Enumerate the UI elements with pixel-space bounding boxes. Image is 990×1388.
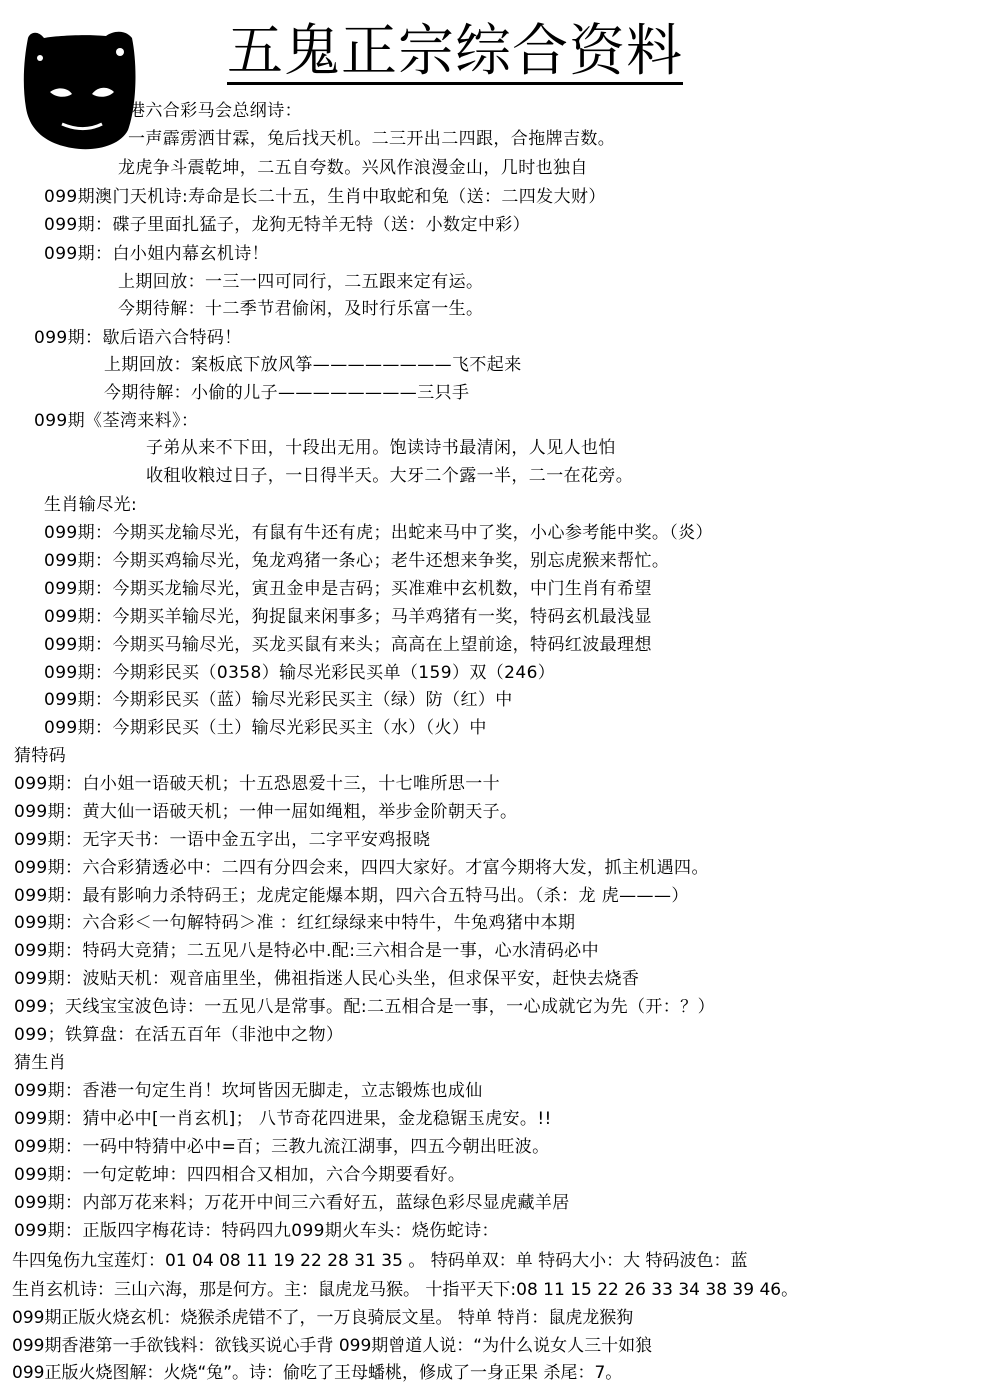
shengxiao-line: 099期：今期彩民买（0358）输尽光彩民买单（159）双（246）: [44, 663, 556, 683]
shengxiao-line: 099期：今期买龙输尽光，寅丑金申是吉码；买准难中玄机数，中门生肖有希望: [44, 579, 652, 599]
quanwan-heading: 099期《荃湾来料》：: [34, 411, 199, 431]
xiehou-heading: 099期：歇后语六合特码！: [34, 328, 242, 348]
guess-zodiac-heading: 猜生肖: [14, 1053, 67, 1073]
shengxiao-line: 099期：今期买马输尽光，买龙买鼠有来头；高高在上望前途，特码红波最理想: [44, 635, 652, 655]
plate-tip: 099期：碟子里面扎猛子，龙狗无特羊无特（送：小数定中彩）: [44, 215, 531, 235]
guess-special-line: 099期：六合彩＜一句解特码＞准 ：红红绿绿来中特牛，牛兔鸡猪中本期: [14, 913, 576, 933]
shengxiao-heading: 生肖输尽光:: [44, 495, 138, 515]
poem-line: 龙虎争斗震乾坤，二五自夸数。兴风作浪漫金山，几时也独自: [118, 158, 588, 178]
guess-special-line: 099期：波贴天机：观音庙里坐，佛祖指迷人民心头坐，但求保平安，赶快去烧香: [14, 969, 640, 989]
bai-heading: 099期：白小姐内幕玄机诗！: [44, 244, 270, 264]
quanwan-line: 子弟从来不下田，十段出无用。饱读诗书最清闲，人见人也怕: [146, 438, 616, 458]
guess-zodiac-line: 099期：正版四字梅花诗：特码四九099期火车头：烧伤蛇诗：: [14, 1221, 499, 1241]
guess-special-line: 099期：特码大竞猜；二五见八是特必中.配:三六相合是一事，心水清码必中: [14, 941, 599, 961]
guess-special-line: 099期：六合彩猜透必中：二四有分四会来，四四大家好。才富今期将大发，抓主机遇四。: [14, 858, 709, 878]
ghost-mask-logo: [22, 28, 138, 152]
bai-now: 今期待解：十二季节君偷闲，及时行乐富一生。: [118, 299, 484, 319]
xiehou-prev: 上期回放：案板底下放风筝————————飞不起来: [104, 355, 522, 375]
guess-zodiac-line: 099期：一句定乾坤：四四相合又相加，六合今期要看好。: [14, 1165, 466, 1185]
page-title-wrap: [200, 19, 710, 88]
poem-line: 一声霹雳洒甘霖，兔后找天机。二三开出二四跟，合拖牌吉数。: [128, 129, 616, 149]
tail-line: 099正版火烧图解：火烧“兔”。诗：偷吃了王母蟠桃，修成了一身正果 杀尾：7。: [12, 1363, 623, 1383]
page-title: 五鬼正宗综合资料: [227, 19, 683, 84]
guess-zodiac-line: 099期：猜中必中[一肖玄机]； 八节奇花四进果，金龙稳锯玉虎安。!!: [14, 1109, 552, 1129]
guess-special-line: 099；铁算盘：在活五百年（非池中之物）: [14, 1025, 344, 1045]
guess-zodiac-line: 099期：内部万花来料；万花开中间三六看好五，蓝绿色彩尽显虎藏羊居: [14, 1193, 570, 1213]
guess-zodiac-line: 099期：一码中特猜中必中=百；三教九流江湖事，四五今朝出旺波。: [14, 1137, 550, 1157]
quanwan-line: 收租收粮过日子，一日得半天。大牙二个露一半，二一在花旁。: [146, 466, 634, 486]
guess-special-heading: 猜特码: [14, 746, 67, 766]
poem-heading: 港六合彩马会总纲诗：: [128, 101, 302, 121]
shengxiao-line: 099期：今期彩民买（蓝）输尽光彩民买主（绿）防（红）中: [44, 690, 513, 710]
guess-special-line: 099；天线宝宝波色诗：一五见八是常事。配:二五相合是一事，一心成就它为先（开：？）: [14, 997, 715, 1017]
shengxiao-line: 099期：今期买羊输尽光，狗捉鼠来闲事多；马羊鸡猪有一奖，特码玄机最浅显: [44, 607, 652, 627]
shengxiao-line: 099期：今期彩民买（土）输尽光彩民买主（水）（火）中: [44, 718, 487, 738]
tail-line: 099期正版火烧玄机：烧猴杀虎错不了，一万良骑辰文星。 特单 特肖：鼠虎龙猴狗: [12, 1308, 634, 1328]
guess-special-line: 099期：无字天书：一语中金五字出，二字平安鸡报晓: [14, 830, 431, 850]
macau-poem: 099期澳门天机诗:寿命是长二十五，生肖中取蛇和兔（送：二四发大财）: [44, 187, 606, 207]
tail-line: 生肖玄机诗：三山六海，那是何方。主：鼠虎龙马猴。 十指平天下:08 11 15 22 26 33 34 38 39 46。: [12, 1280, 799, 1300]
shengxiao-line: 099期：今期买鸡输尽光，兔龙鸡猪一条心；老牛还想来争奖，别忘虎猴来帮忙。: [44, 551, 670, 571]
shengxiao-line: 099期：今期买龙输尽光，有鼠有牛还有虎；出蛇来马中了奖，小心参考能中奖。（炎）: [44, 523, 713, 543]
guess-zodiac-line: 099期：香港一句定生肖！坎坷皆因无脚走，立志锻炼也成仙: [14, 1081, 483, 1101]
tail-line: 牛四兔伤九宝莲灯：01 04 08 11 19 22 28 31 35 。 特码单双：单 特码大小：大 特码波色：蓝: [12, 1251, 748, 1271]
xiehou-now: 今期待解：小偷的儿子————————三只手: [104, 383, 470, 403]
guess-special-line: 099期：最有影响力杀特码王；龙虎定能爆本期，四六合五特马出。（杀：龙 虎———）: [14, 886, 689, 906]
tail-line: 099期香港第一手欲钱料：欲钱买说心手背 099期曾道人说：“为什么说女人三十如狼: [12, 1336, 653, 1356]
guess-special-line: 099期：白小姐一语破天机；十五恐恩爱十三，十七唯所思一十: [14, 774, 501, 794]
guess-special-line: 099期：黄大仙一语破天机；一伸一屈如绳粗，举步金阶朝天子。: [14, 802, 518, 822]
bai-prev: 上期回放：一三一四可同行，二五跟来定有运。: [118, 272, 484, 292]
